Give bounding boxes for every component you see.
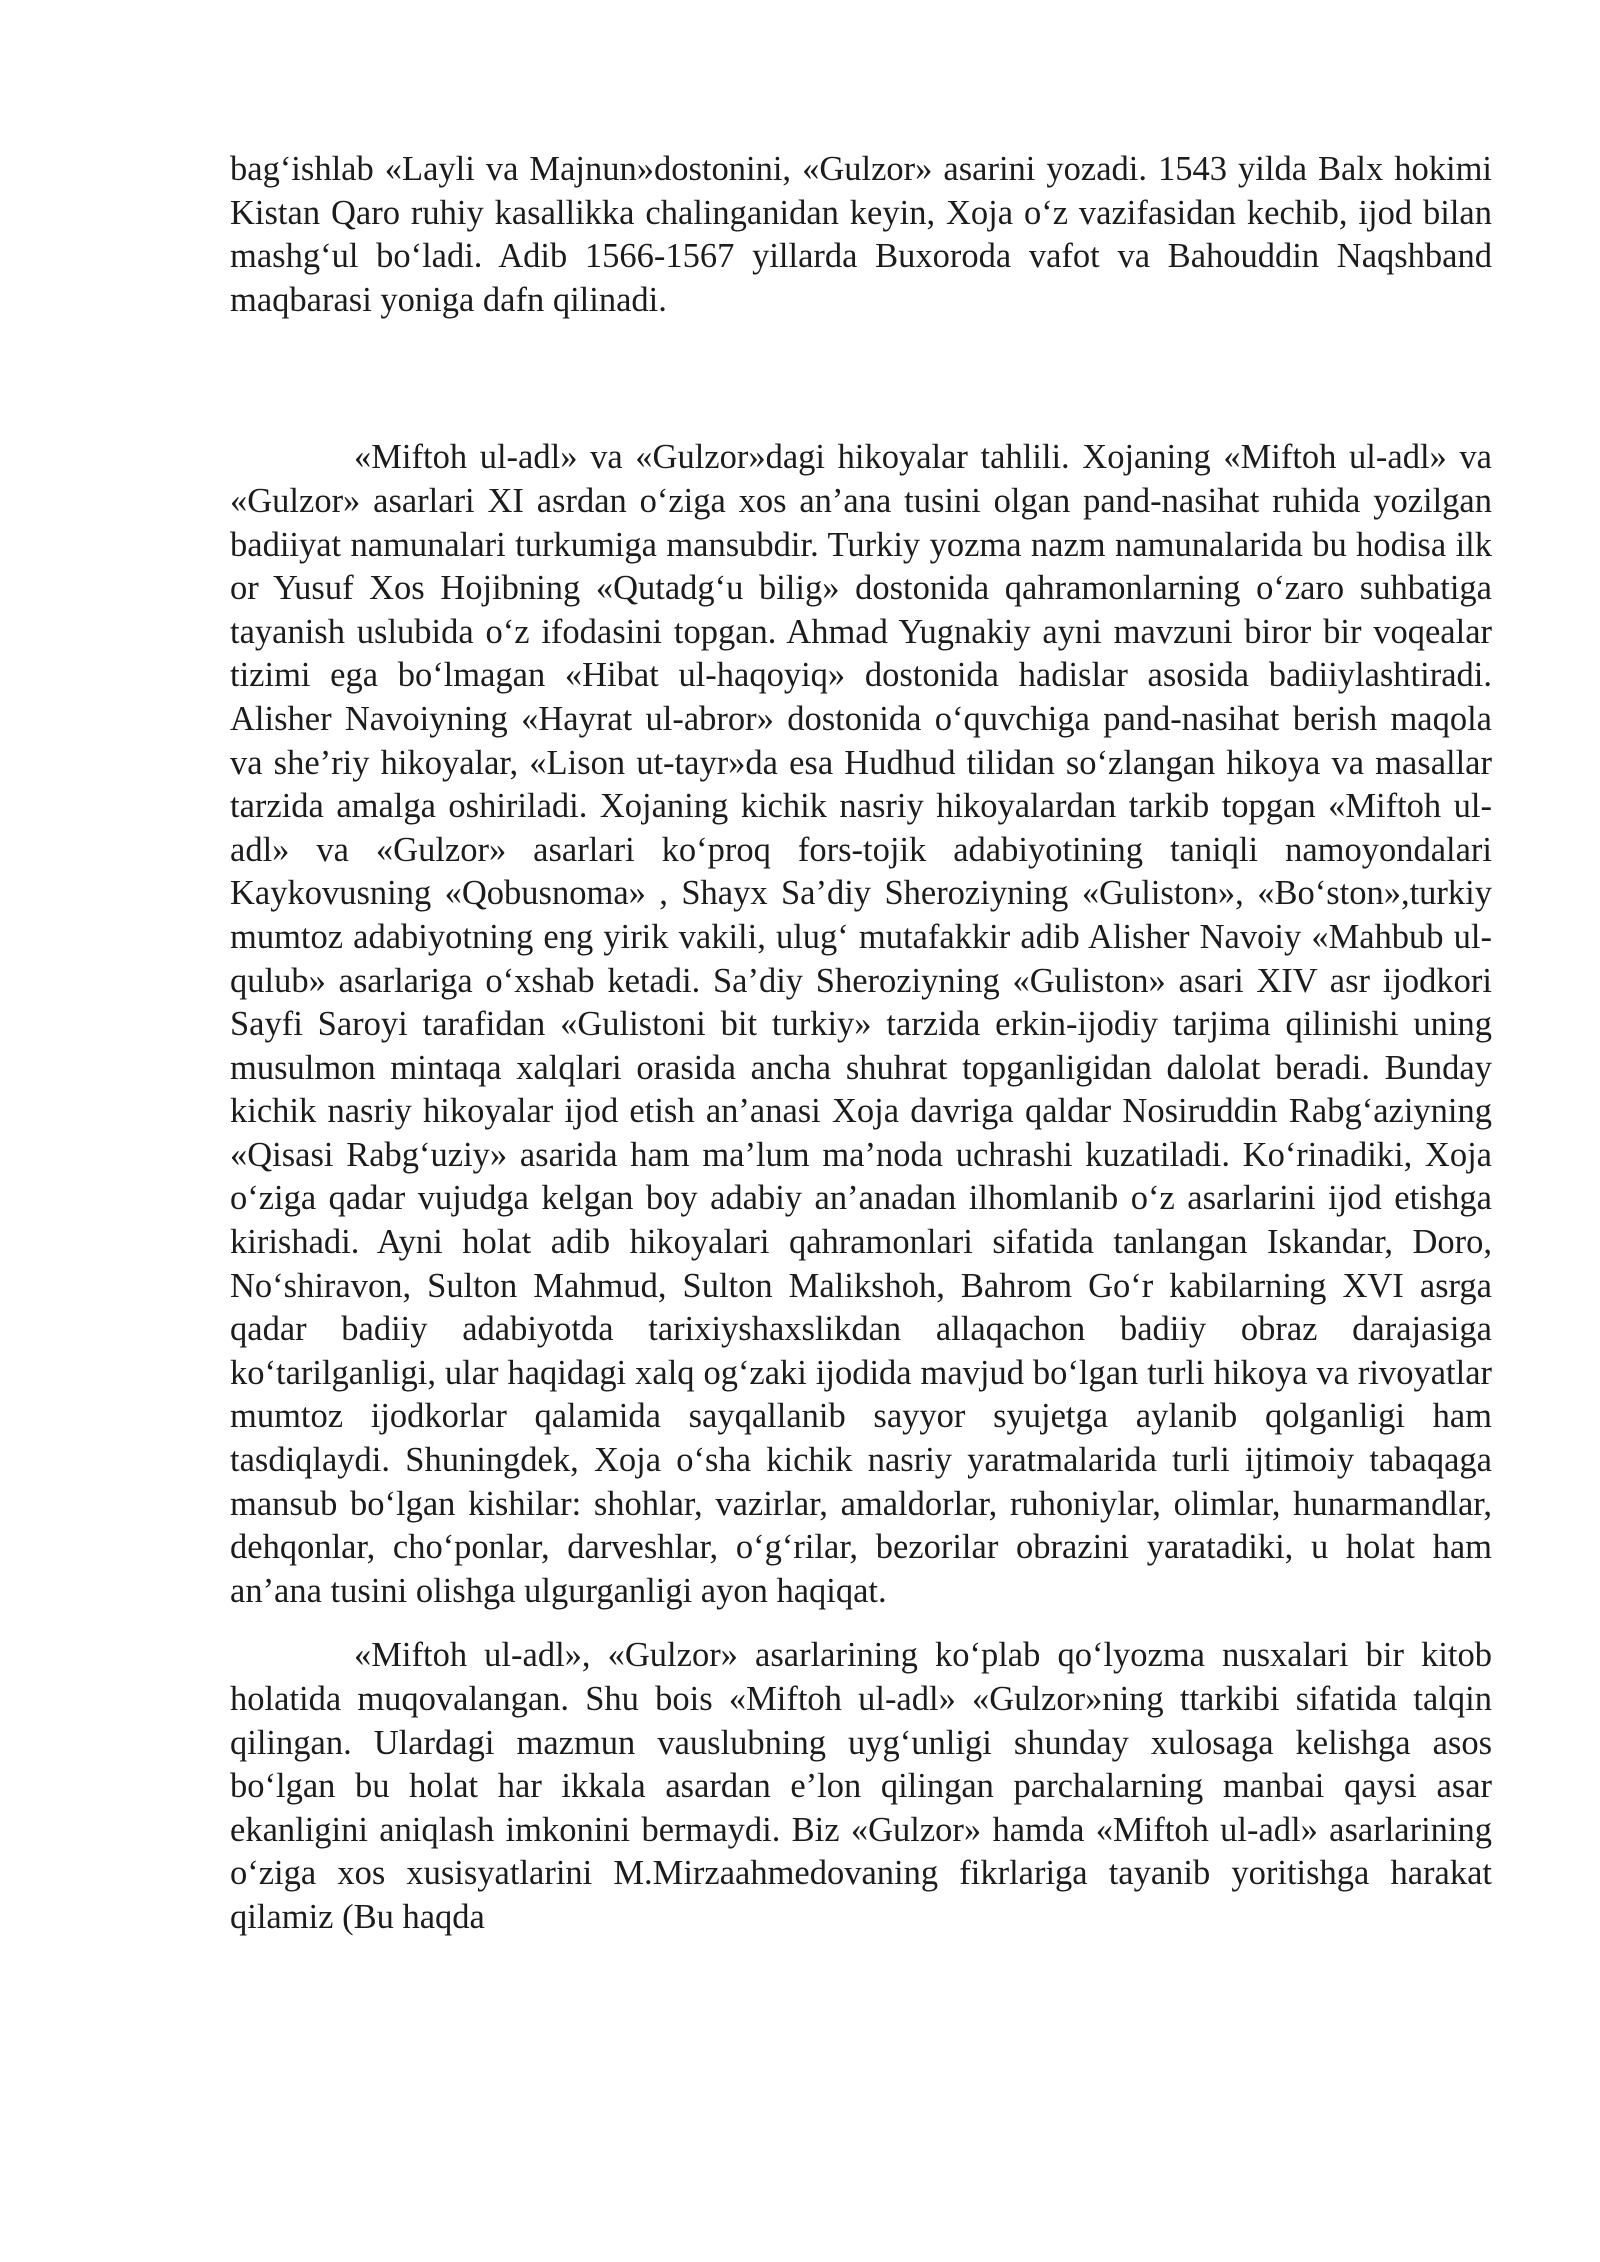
document-page (230, 148, 1492, 1940)
paragraph-stories-analysis: «Miftoh ul-adl» va «Gulzor»dagi hikoyalar tahlili. Xojaning «Miftoh ul-adl» va «Gulzor» asarlari XI asrdan o‘ziga xos an’ana tusini olgan pand-nasihat ruhida yozilgan badiiyat namunalari turkumiga mansubdir. Turkiy yozma nazm namunalarida bu hodisa ilk or Yusuf Xos Hojibning «Qutadg‘u bilig» dostonida qahramonlarning o‘zaro suhbatiga tayanish uslubida o‘z ifodasini topgan. Ahmad Yugnakiy ayni mavzuni biror bir voqealar tizimi ega bo‘lmagan «Hibat ul-haqoyiq» dostonida hadislar asosida badiiylashtiradi. Alisher Navoiyning «Hayrat ul-abror» dostonida o‘quvchiga pand-nasihat berish maqola va she’riy hikoyalar, «Lison ut-tayr»da esa Hudhud tilidan so‘zlangan hikoya va masallar tarzida amalga oshiriladi. Xojaning kichik nasriy hikoyalardan tarkib topgan «Miftoh ul-adl» va «Gulzor» asarlari ko‘proq fors-tojik adabiyotining taniqli namoyondalari Kaykovusning «Qobusnoma» , Shayx Sa’diy Sheroziyning «Guliston», «Bo‘ston»,turkiy mumtoz adabiyotning eng yirik vakili, ulug‘ mutafakkir adib Alisher Navoiy «Mahbub ul-qulub» asarlariga o‘xshab ketadi. Sa’diy Sheroziyning «Guliston» asari XIV asr ijodkori Sayfi Saroyi tarafidan «Gulistoni bit turkiy» tarzida erkin-ijodiy tarjima qilinishi uning musulmon mintaqa xalqlari orasida ancha shuhrat topganligidan dalolat beradi. Bunday kichik nasriy hikoyalar ijod etish an’anasi Xoja davriga qaldar Nosiruddin Rabg‘aziyning «Qisasi Rabg‘uziy» asarida ham ma’lum ma’noda uchrashi kuzatiladi. Ko‘rinadiki, Xoja o‘ziga qadar vujudga kelgan boy adabiy an’anadan ilhomlanib o‘z asarlarini ijod etishga kirishadi. Ayni holat adib hikoyalari qahramonlari sifatida tanlangan Iskandar, Doro, No‘shiravon, Sulton Mahmud, Sulton Malikshoh, Bahrom Go‘r kabilarning XVI asrga qadar badiiy adabiyotda tarixiyshaxslikdan allaqachon badiiy obraz darajasiga ko‘tarilganligi, ular haqidagi xalq og‘zaki ijodida mavjud bo‘lgan turli hikoya va rivoyatlar mumtoz ijodkorlar qalamida sayqallanib sayyor syujetga aylanib qolganligi ham tasdiqlaydi. Shuningdek, Xoja o‘sha kichik nasriy yaratmalarida turli ijtimoiy tabaqaga mansub bo‘lgan kishilar: shohlar, vazirlar, amaldorlar, ruhoniylar, olimlar, hunarmandlar, dehqonlar, cho‘ponlar, darveshlar, o‘g‘rilar, bezorilar obrazini yaratadiki, u holat ham an’ana tusini olishga ulgurganligi ayon haqiqat. (230, 438, 1492, 1610)
paragraph-biography-end: bag‘ishlab «Layli va Majnun»dostonini, «Gulzor» asarini yozadi. 1543 yilda Balx hokimi Kistan Qaro ruhiy kasallikka chalinganidan keyin, Xoja o‘z vazifasidan kechib, ijod bilan mashg‘ul bo‘ladi. Adib 1566-1567 yillarda Buxoroda vafot va Bahouddin Naqshband maqbarasi yoniga dafn qilinadi. (230, 150, 1492, 319)
paragraph-manuscripts: «Miftoh ul-adl», «Gulzor» asarlarining ko‘plab qo‘lyozma nusxalari bir kitob holatida muqovalangan. Shu bois «Miftoh ul-adl» «Gulzor»ning ttarkibi sifatida talqin qilingan. Ulardagi mazmun vauslubning uyg‘unligi shunday xulosaga kelishga asos bo‘lgan bu holat har ikkala asardan e’lon qilingan parchalarning manbai qaysi asar ekanligini aniqlash imkonini bermaydi. Biz «Gulzor» hamda «Miftoh ul-adl» asarlarining o‘ziga xos xusisyatlarini M.Mirzaahmedovaning fikrlariga tayanib yoritishga harakat qilamiz (Bu haqda (230, 1636, 1492, 1936)
